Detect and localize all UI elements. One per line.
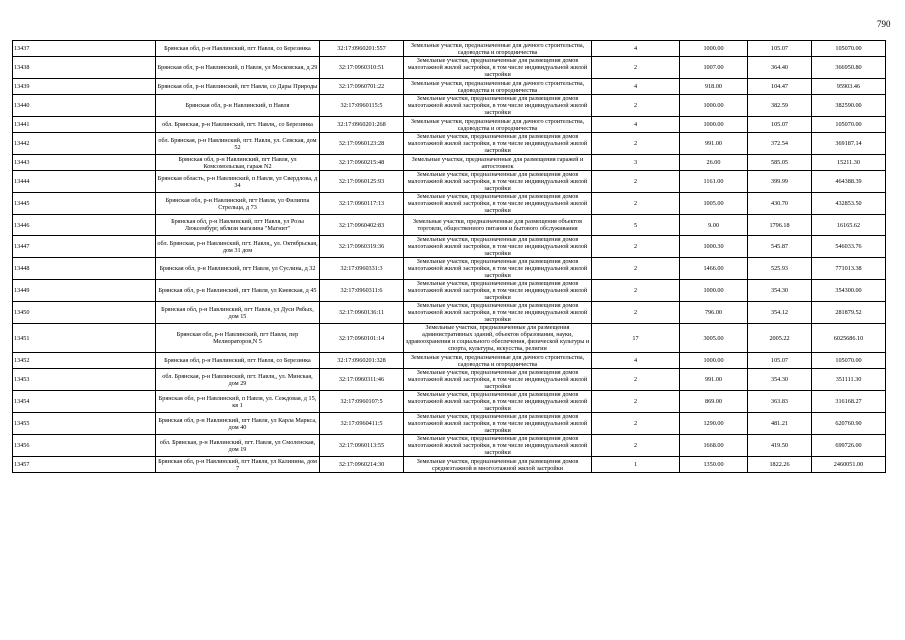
- address-cell: обл. Брянская, р-н Навлинский, пгт. Навля,, со Березинка: [156, 117, 320, 133]
- cadastral-number-cell: 32:17:0960701:22: [320, 79, 404, 95]
- cadastral-value-cell: 316168.27: [812, 391, 886, 413]
- table-row: [13, 413, 886, 435]
- area-cell: 1668.00: [680, 435, 748, 457]
- land-use-cell: Земельные участки, предназначенные для размещения домов малоэтажной жилой застройки, в том числе индивидуальной жилой застройки: [404, 171, 592, 193]
- cadastral-number-cell: 32:17:0960214:30: [320, 457, 404, 473]
- table-row: [13, 171, 886, 193]
- land-use-cell: Земельные участки, предназначенные для размещения домов малоэтажной жилой застройки, в том числе индивидуальной жилой застройки: [404, 236, 592, 258]
- row-id-cell: 13453: [13, 369, 156, 391]
- table-row: [13, 457, 886, 473]
- area-cell: 1466.00: [680, 258, 748, 280]
- area-cell: 918.00: [680, 79, 748, 95]
- row-id-cell: 13445: [13, 193, 156, 215]
- table-row: [13, 57, 886, 79]
- address-cell: обл. Брянская, р-н Навлинский, пгт. Навля,, ул. Октябрьская, дом 31 дом: [156, 236, 320, 258]
- cadastral-number-cell: 32:17:0960115:5: [320, 95, 404, 117]
- cadastral-number-cell: 32:17:0960331:3: [320, 258, 404, 280]
- row-id-cell: 13457: [13, 457, 156, 473]
- cadastral-value-cell: 354300.00: [812, 280, 886, 302]
- area-cell: 1000.00: [680, 41, 748, 57]
- use-group-cell: 2: [592, 302, 680, 324]
- area-cell: 1007.00: [680, 57, 748, 79]
- table-row: [13, 193, 886, 215]
- table-row: [13, 95, 886, 117]
- land-use-cell: Земельные участки, предназначенные для размещения домов малоэтажной жилой застройки, в том числе индивидуальной жилой застройки: [404, 95, 592, 117]
- land-use-cell: Земельные участки, предназначенные для размещения домов малоэтажной жилой застройки, в том числе индивидуальной жилой застройки: [404, 435, 592, 457]
- area-cell: 869.00: [680, 391, 748, 413]
- cadastral-number-cell: 32:17:0960101:14: [320, 324, 404, 353]
- area-cell: 991.00: [680, 369, 748, 391]
- address-cell: Брянская обл, р-н Навлинский, пгт Навля, ул Суслина, д 32: [156, 258, 320, 280]
- address-cell: Брянская обл, р-н Навлинский, пгт Навля, со Березинка: [156, 41, 320, 57]
- table-row: [13, 324, 886, 353]
- row-id-cell: 13455: [13, 413, 156, 435]
- table-row: [13, 353, 886, 369]
- address-cell: Брянская обл, р-н Навлинский, пгт Навля, ул Филиппа Стрельца, д 73: [156, 193, 320, 215]
- unit-value-cell: 525.93: [748, 258, 812, 280]
- land-use-cell: Земельные участки, предназначенные для размещения домов среднеэтажной и многоэтажной жилой застройки: [404, 457, 592, 473]
- unit-value-cell: 354.30: [748, 280, 812, 302]
- land-use-cell: Земельные участки, предназначенные для размещения гаражей и автостоянок: [404, 155, 592, 171]
- use-group-cell: 4: [592, 79, 680, 95]
- area-cell: 3005.00: [680, 324, 748, 353]
- address-cell: Брянская обл, р-н Навлинский, пгт Навля, ул Калинина, дом 7: [156, 457, 320, 473]
- unit-value-cell: 545.87: [748, 236, 812, 258]
- address-cell: обл. Брянская, р-н Навлинский, пгт. Навля, ул Смоленская, дом 19: [156, 435, 320, 457]
- row-id-cell: 13456: [13, 435, 156, 457]
- unit-value-cell: 1796.18: [748, 215, 812, 236]
- cadastral-value-cell: 6025686.10: [812, 324, 886, 353]
- land-use-cell: Земельные участки, предназначенные для размещения домов малоэтажной жилой застройки, в том числе индивидуальной жилой застройки: [404, 193, 592, 215]
- area-cell: 1000.00: [680, 95, 748, 117]
- cadastral-value-cell: 281879.52: [812, 302, 886, 324]
- cadastral-number-cell: 32:17:0960107:5: [320, 391, 404, 413]
- address-cell: Брянская обл, р-н Навлинский, пгт Навля, со Березинка: [156, 353, 320, 369]
- area-cell: 1000.00: [680, 280, 748, 302]
- use-group-cell: 4: [592, 41, 680, 57]
- unit-value-cell: 105.07: [748, 41, 812, 57]
- table-body: [13, 41, 886, 473]
- unit-value-cell: 372.54: [748, 133, 812, 155]
- area-cell: 991.00: [680, 133, 748, 155]
- use-group-cell: 2: [592, 391, 680, 413]
- row-id-cell: 13454: [13, 391, 156, 413]
- page-number: 790: [877, 19, 891, 29]
- use-group-cell: 2: [592, 280, 680, 302]
- land-registry-table: [12, 40, 886, 473]
- cadastral-value-cell: 620760.90: [812, 413, 886, 435]
- row-id-cell: 13440: [13, 95, 156, 117]
- table-row: [13, 236, 886, 258]
- use-group-cell: 17: [592, 324, 680, 353]
- table-row: [13, 258, 886, 280]
- land-use-cell: Земельные участки, предназначенные для размещения домов малоэтажной жилой застройки, в том числе индивидуальной жилой застройки: [404, 57, 592, 79]
- row-id-cell: 13452: [13, 353, 156, 369]
- use-group-cell: 4: [592, 353, 680, 369]
- cadastral-number-cell: 32:17:0960310:51: [320, 57, 404, 79]
- area-cell: 1290.00: [680, 413, 748, 435]
- table-row: [13, 215, 886, 236]
- land-use-cell: Земельные участки, предназначенные для размещения домов малоэтажной жилой застройки, в том числе индивидуальной жилой застройки: [404, 369, 592, 391]
- cadastral-number-cell: 32:17:0960411:5: [320, 413, 404, 435]
- cadastral-value-cell: 105070.00: [812, 353, 886, 369]
- cadastral-value-cell: 382590.00: [812, 95, 886, 117]
- land-use-cell: Земельные участки, предназначенные для размещения объектов торговли, общественного питания и бытового обслуживания: [404, 215, 592, 236]
- cadastral-number-cell: 32:17:0960402:83: [320, 215, 404, 236]
- use-group-cell: 3: [592, 155, 680, 171]
- table-row: [13, 155, 886, 171]
- land-use-cell: Земельные участки, предназначенные для размещения домов малоэтажной жилой застройки, в том числе индивидуальной жилой застройки: [404, 280, 592, 302]
- row-id-cell: 13443: [13, 155, 156, 171]
- cadastral-number-cell: 32:17:0960136:11: [320, 302, 404, 324]
- cadastral-value-cell: 366950.80: [812, 57, 886, 79]
- use-group-cell: 2: [592, 171, 680, 193]
- area-cell: 26.00: [680, 155, 748, 171]
- use-group-cell: 2: [592, 236, 680, 258]
- unit-value-cell: 354.30: [748, 369, 812, 391]
- table-row: [13, 41, 886, 57]
- address-cell: Брянская область, р-н Навлинский, п Навля, ул Свердлова, д 34: [156, 171, 320, 193]
- area-cell: 9.00: [680, 215, 748, 236]
- unit-value-cell: 354.12: [748, 302, 812, 324]
- land-use-cell: Земельные участки, предназначенные для размещения домов малоэтажной жилой застройки, в том числе индивидуальной жилой застройки: [404, 413, 592, 435]
- unit-value-cell: 399.99: [748, 171, 812, 193]
- row-id-cell: 13451: [13, 324, 156, 353]
- cadastral-value-cell: 432853.50: [812, 193, 886, 215]
- land-use-cell: Земельные участки, предназначенные для дачного строительства, садоводства и огородничества: [404, 79, 592, 95]
- land-use-cell: Земельные участки, предназначенные для размещения административных зданий, объектов образования, науки, здравоохранения и социального обеспечения, физической культуры и спорта, культуры, искусства, религии: [404, 324, 592, 353]
- table-row: [13, 133, 886, 155]
- use-group-cell: 2: [592, 95, 680, 117]
- unit-value-cell: 104.47: [748, 79, 812, 95]
- cadastral-value-cell: 95903.46: [812, 79, 886, 95]
- address-cell: Брянская обл, р-н Навлинский, пгт Навля, со Дары Природы: [156, 79, 320, 95]
- row-id-cell: 13450: [13, 302, 156, 324]
- cadastral-value-cell: 105070.00: [812, 41, 886, 57]
- unit-value-cell: 364.40: [748, 57, 812, 79]
- address-cell: обл. Брянская, р-н Навлинский, пгт. Навля,, ул. Минская, дом 29: [156, 369, 320, 391]
- address-cell: Брянская обл, р-н Навлинский, п Навля, ул Московская, д 29: [156, 57, 320, 79]
- row-id-cell: 13437: [13, 41, 156, 57]
- cadastral-value-cell: 15211.30: [812, 155, 886, 171]
- area-cell: 1350.00: [680, 457, 748, 473]
- use-group-cell: 2: [592, 193, 680, 215]
- address-cell: Брянская обл, р-н Навлинский, п Навля, ул. Сеждовая, д 15, кв 1: [156, 391, 320, 413]
- use-group-cell: 2: [592, 57, 680, 79]
- cadastral-number-cell: 32:17:0960201:328: [320, 353, 404, 369]
- use-group-cell: 2: [592, 369, 680, 391]
- cadastral-number-cell: 32:17:0960201:268: [320, 117, 404, 133]
- land-use-cell: Земельные участки, предназначенные для дачного строительства, садоводства и огородничества: [404, 353, 592, 369]
- unit-value-cell: 430.70: [748, 193, 812, 215]
- cadastral-number-cell: 32:17:0960113:55: [320, 435, 404, 457]
- use-group-cell: 2: [592, 413, 680, 435]
- land-use-cell: Земельные участки, предназначенные для размещения домов малоэтажной жилой застройки, в том числе индивидуальной жилой застройки: [404, 302, 592, 324]
- row-id-cell: 13447: [13, 236, 156, 258]
- row-id-cell: 13439: [13, 79, 156, 95]
- unit-value-cell: 481.21: [748, 413, 812, 435]
- cadastral-number-cell: 32:17:0960117:13: [320, 193, 404, 215]
- unit-value-cell: 1822.26: [748, 457, 812, 473]
- area-cell: 1005.00: [680, 193, 748, 215]
- land-use-cell: Земельные участки, предназначенные для дачного строительства, садоводства и огородничества: [404, 41, 592, 57]
- cadastral-number-cell: 32:17:0960123:28: [320, 133, 404, 155]
- table-row: [13, 435, 886, 457]
- table-row: [13, 117, 886, 133]
- cadastral-number-cell: 32:17:0960215:48: [320, 155, 404, 171]
- cadastral-number-cell: 32:17:0960311:6: [320, 280, 404, 302]
- row-id-cell: 13448: [13, 258, 156, 280]
- cadastral-number-cell: 32:17:0960311:46: [320, 369, 404, 391]
- address-cell: Брянская обл, р-н Навлинский, пгт Навля, ул Дуси Рябых, дом 15: [156, 302, 320, 324]
- cadastral-number-cell: 32:17:0960201:557: [320, 41, 404, 57]
- address-cell: Брянская обл, р-н Навлинский, пгт Навля, пер Мелиораторов,N 5: [156, 324, 320, 353]
- cadastral-number-cell: 32:17:0960319:36: [320, 236, 404, 258]
- unit-value-cell: 105.07: [748, 117, 812, 133]
- area-cell: 796.00: [680, 302, 748, 324]
- table-row: [13, 302, 886, 324]
- cadastral-value-cell: 16165.62: [812, 215, 886, 236]
- use-group-cell: 2: [592, 435, 680, 457]
- land-use-cell: Земельные участки, предназначенные для дачного строительства, садоводства и огородничества: [404, 117, 592, 133]
- cadastral-number-cell: 32:17:0960125:93: [320, 171, 404, 193]
- use-group-cell: 4: [592, 117, 680, 133]
- cadastral-value-cell: 546033.76: [812, 236, 886, 258]
- use-group-cell: 5: [592, 215, 680, 236]
- land-use-cell: Земельные участки, предназначенные для размещения домов малоэтажной жилой застройки, в том числе индивидуальной жилой застройки: [404, 133, 592, 155]
- row-id-cell: 13441: [13, 117, 156, 133]
- row-id-cell: 13438: [13, 57, 156, 79]
- cadastral-value-cell: 771013.38: [812, 258, 886, 280]
- cadastral-value-cell: 105070.00: [812, 117, 886, 133]
- address-cell: Брянская обл, р-н Навлинский, пгт Навля, ул Комсомольская, гараж N2: [156, 155, 320, 171]
- area-cell: 1000.30: [680, 236, 748, 258]
- table-row: [13, 79, 886, 95]
- area-cell: 1161.00: [680, 171, 748, 193]
- use-group-cell: 1: [592, 457, 680, 473]
- cadastral-value-cell: 351111.30: [812, 369, 886, 391]
- cadastral-value-cell: 699726.00: [812, 435, 886, 457]
- unit-value-cell: 2005.22: [748, 324, 812, 353]
- unit-value-cell: 382.59: [748, 95, 812, 117]
- row-id-cell: 13442: [13, 133, 156, 155]
- address-cell: Брянская обл, р-н Навлинский, п Навля: [156, 95, 320, 117]
- address-cell: Брянская обл, р-н Навлинский, пгт Навля, ул Киевская, д 45: [156, 280, 320, 302]
- address-cell: Брянская обл, р-н Навлинский, пгт Навля, ул Розы Люксембург, вблизи магазина "Магнит": [156, 215, 320, 236]
- table-row: [13, 391, 886, 413]
- cadastral-value-cell: 2460051.00: [812, 457, 886, 473]
- table-row: [13, 280, 886, 302]
- land-use-cell: Земельные участки, предназначенные для размещения домов малоэтажной жилой застройки, в том числе индивидуальной жилой застройки: [404, 258, 592, 280]
- unit-value-cell: 363.83: [748, 391, 812, 413]
- area-cell: 1000.00: [680, 117, 748, 133]
- unit-value-cell: 105.07: [748, 353, 812, 369]
- unit-value-cell: 419.50: [748, 435, 812, 457]
- row-id-cell: 13449: [13, 280, 156, 302]
- unit-value-cell: 585.05: [748, 155, 812, 171]
- row-id-cell: 13446: [13, 215, 156, 236]
- row-id-cell: 13444: [13, 171, 156, 193]
- use-group-cell: 2: [592, 258, 680, 280]
- table-row: [13, 369, 886, 391]
- address-cell: обл. Брянская, р-н Навлинский, пгт. Навля, ул. Севская, дом 52: [156, 133, 320, 155]
- land-use-cell: Земельные участки, предназначенные для размещения домов малоэтажной жилой застройки, в том числе индивидуальной жилой застройки: [404, 391, 592, 413]
- address-cell: Брянская обл, р-н Навлинский, пгт Навля, ул Карла Маркса, дом 40: [156, 413, 320, 435]
- area-cell: 1000.00: [680, 353, 748, 369]
- cadastral-value-cell: 464388.39: [812, 171, 886, 193]
- cadastral-value-cell: 369187.14: [812, 133, 886, 155]
- use-group-cell: 2: [592, 133, 680, 155]
